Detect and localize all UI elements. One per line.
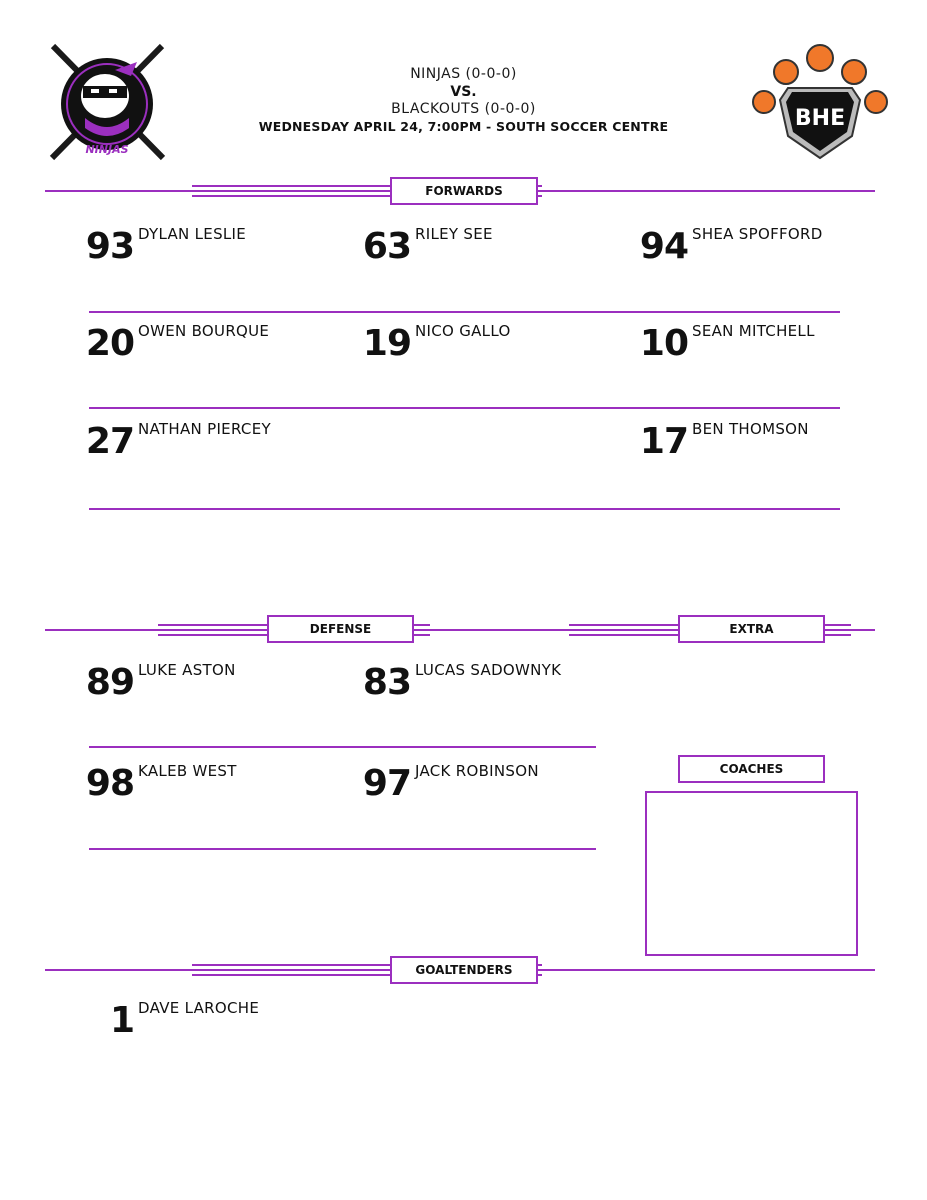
divider xyxy=(89,848,596,850)
player-entry xyxy=(632,420,892,470)
player-name: SEAN MITCHELL xyxy=(692,322,815,340)
player-entry xyxy=(355,661,615,711)
player-entry xyxy=(78,322,338,372)
player-number: 98 xyxy=(85,763,134,804)
player-number: 94 xyxy=(639,226,688,267)
versus-label: VS. xyxy=(450,84,477,100)
forwards-section-title: FORWARDS xyxy=(390,177,538,205)
player-name: JACK ROBINSON xyxy=(415,762,539,780)
home-team-record: NINJAS (0-0-0) xyxy=(410,66,517,82)
player-name: SHEA SPOFFORD xyxy=(692,225,823,243)
divider xyxy=(89,746,596,748)
player-entry xyxy=(78,661,338,711)
coaches-box xyxy=(645,791,858,956)
defense-section-title: DEFENSE xyxy=(267,615,414,643)
player-entry xyxy=(78,999,338,1049)
away-team-record: BLACKOUTS (0-0-0) xyxy=(391,101,536,117)
player-name: BEN THOMSON xyxy=(692,420,809,438)
player-entry xyxy=(632,322,892,372)
extra-section-title: EXTRA xyxy=(678,615,825,643)
player-number: 20 xyxy=(85,323,134,364)
player-number: 10 xyxy=(639,323,688,364)
player-number: 93 xyxy=(85,226,134,267)
player-number: 83 xyxy=(362,662,411,703)
coaches-section-title: COACHES xyxy=(678,755,825,783)
player-number: 89 xyxy=(85,662,134,703)
player-entry xyxy=(632,225,892,275)
player-entry xyxy=(355,762,615,812)
away-logo-wordmark: BHE xyxy=(794,106,846,131)
divider xyxy=(89,311,840,313)
player-name: NICO GALLO xyxy=(415,322,511,340)
player-number: 1 xyxy=(109,1000,134,1041)
player-number: 63 xyxy=(362,226,411,267)
home-logo-wordmark: NINJAS xyxy=(85,143,129,156)
player-name: RILEY SEE xyxy=(415,225,493,243)
player-entry xyxy=(355,322,615,372)
player-name: LUCAS SADOWNYK xyxy=(415,661,562,679)
player-name: OWEN BOURQUE xyxy=(138,322,270,340)
divider xyxy=(89,508,840,510)
player-entry xyxy=(78,225,338,275)
player-number: 17 xyxy=(639,421,688,462)
player-name: DAVE LAROCHE xyxy=(138,999,260,1017)
player-entry xyxy=(355,225,615,275)
player-entry xyxy=(78,420,338,470)
player-number: 27 xyxy=(85,421,134,462)
player-name: NATHAN PIERCEY xyxy=(138,420,271,438)
player-entry xyxy=(78,762,338,812)
player-number: 19 xyxy=(362,323,411,364)
goaltenders-section-title: GOALTENDERS xyxy=(390,956,538,984)
game-info: WEDNESDAY APRIL 24, 7:00PM - SOUTH SOCCER CENTRE xyxy=(258,119,669,134)
player-name: KALEB WEST xyxy=(138,762,237,780)
player-name: LUKE ASTON xyxy=(138,661,236,679)
divider xyxy=(89,407,840,409)
player-name: DYLAN LESLIE xyxy=(138,225,247,243)
player-number: 97 xyxy=(362,763,411,804)
